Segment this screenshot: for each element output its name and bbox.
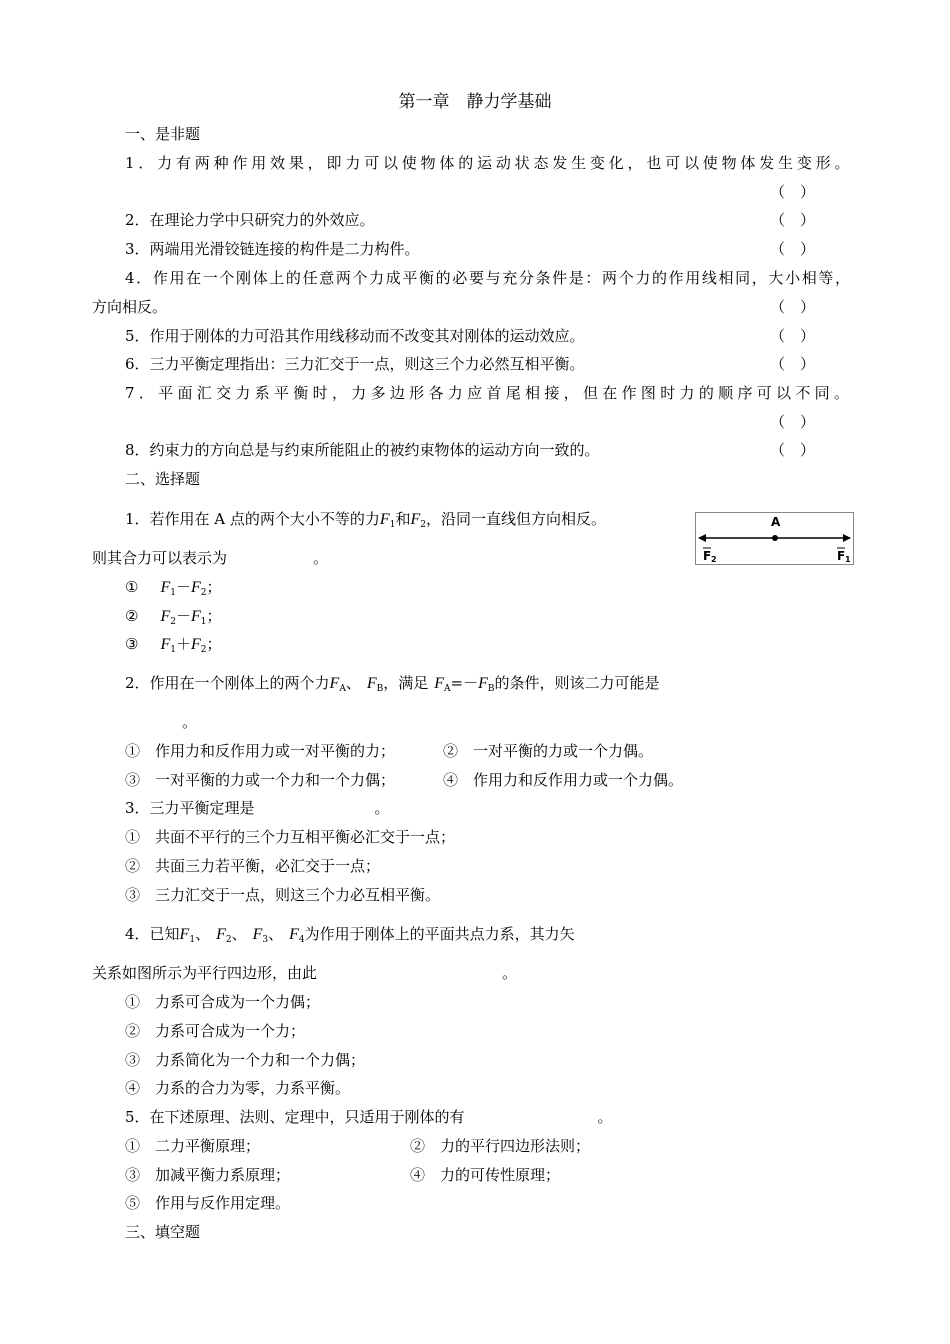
tf-item-1: 1．力有两种作用效果，即力可以使物体的运动状态发生变化，也可以使物体发生变形。	[125, 154, 850, 172]
answer-blank-6[interactable]: （ ）	[770, 355, 816, 373]
tf-item-4: 4．作用在一个刚体上的任意两个力成平衡的必要与充分条件是：两个力的作用线相同，大小相等，	[125, 269, 850, 287]
q4-option-3[interactable]: ③ 力系简化为一个力和一个力偶；	[125, 1051, 366, 1069]
subscript: 1	[389, 520, 396, 530]
arrowhead-right	[843, 534, 851, 542]
tf-item-4-continued: 方向相反。	[92, 298, 168, 316]
q1-option-1[interactable]	[125, 577, 222, 603]
force-symbol: F	[434, 675, 445, 692]
force-symbol: F	[252, 926, 263, 943]
subscript: 1	[170, 645, 176, 655]
answer-blank-7[interactable]: （ ）	[770, 413, 816, 431]
force-symbol: F	[190, 636, 201, 653]
section-heading-fill-in: 三、填空题	[125, 1223, 201, 1241]
mc-question-4-line2	[92, 963, 517, 983]
operator: －	[175, 607, 191, 625]
label-a: A	[771, 515, 781, 529]
label-f1: F	[837, 549, 846, 563]
q5-option-1[interactable]: ① 二力平衡原理；	[125, 1137, 261, 1155]
point-a	[772, 535, 778, 541]
subscript: A	[339, 684, 346, 694]
q5-end: 。	[597, 1108, 613, 1126]
force-symbol: F	[216, 926, 226, 943]
answer-blank-4[interactable]: （ ）	[770, 298, 816, 316]
q2-stem-mid: ，满足	[383, 674, 429, 692]
subscript: 4	[298, 935, 305, 945]
q1-line2-text: 则其合力可以表示为	[92, 549, 228, 567]
mc-question-5	[125, 1107, 613, 1127]
punct: ；	[206, 635, 222, 653]
punct: 、	[345, 674, 361, 692]
section-heading-true-false: 一、是非题	[125, 125, 201, 143]
tf-item-5: 5．作用于刚体的力可沿其作用线移动而不改变其对刚体的运动效应。	[125, 327, 585, 345]
q4-option-2[interactable]: ② 力系可合成为一个力；	[125, 1022, 306, 1040]
punct: 、	[268, 925, 284, 943]
q5-option-3[interactable]: ③ 加减平衡力系原理；	[125, 1166, 291, 1184]
subscript: 1	[200, 617, 207, 627]
punct: 、	[195, 925, 211, 943]
option-number: ①	[125, 578, 139, 596]
mc-question-4	[125, 924, 575, 950]
operator: －	[175, 578, 191, 596]
q1-stem-post: ，沿同一直线但方向相反。	[425, 510, 606, 528]
subscript: 2	[200, 588, 207, 598]
mc-question-2	[125, 673, 660, 699]
mc-question-1-line2	[92, 548, 328, 568]
force-symbol: F	[160, 608, 171, 625]
mc-question-3	[125, 798, 390, 818]
force-symbol: F	[379, 511, 390, 528]
q5-stem: 5．在下述原理、法则、定理中，只适用于刚体的有	[125, 1108, 465, 1126]
tf-item-3: 3．两端用光滑铰链连接的构件是二力构件。	[125, 240, 420, 258]
q1-stem-pre: 1．若作用在 A 点的两个大小不等的力	[125, 510, 380, 528]
tf-item-8: 8．约束力的方向总是与约束所能阻止的被约束物体的运动方向一致的。	[125, 441, 600, 459]
punct: 、	[231, 925, 247, 943]
force-symbol: F	[160, 636, 171, 653]
tf-item-6: 6．三力平衡定理指出：三力汇交于一点，则这三个力必然互相平衡。	[125, 355, 585, 373]
label-f1-sub: 1	[845, 555, 851, 564]
q5-option-5[interactable]: ⑤ 作用与反作用定理。	[125, 1194, 291, 1212]
arrowhead-left	[698, 534, 706, 542]
q4-stem-pre: 4．已知	[125, 925, 180, 943]
subscript: 2	[420, 520, 426, 530]
q1-end: 。	[313, 549, 329, 567]
chapter-title: 第一章 静力学基础	[398, 92, 552, 112]
q1-and: 和	[395, 510, 411, 528]
q3-end: 。	[374, 799, 390, 817]
q1-option-2[interactable]	[125, 606, 222, 632]
tf-item-7: 7．平面汇交力系平衡时，力多边形各力应首尾相接，但在作图时力的顺序可以不同。	[125, 384, 850, 402]
operator: ＋	[175, 635, 191, 653]
force-symbol: F	[289, 926, 299, 943]
collinear-forces-figure	[696, 513, 853, 564]
subscript: A	[444, 684, 451, 694]
q4-option-1[interactable]: ① 力系可合成为一个力偶；	[125, 993, 321, 1011]
q5-option-2[interactable]: ② 力的平行四边形法则；	[410, 1137, 591, 1155]
subscript: 1	[170, 588, 176, 598]
q2-option-3[interactable]: ③ 一对平衡的力或一个力和一个力偶；	[125, 771, 396, 789]
q3-option-3[interactable]: ③ 三力汇交于一点，则这三个力必互相平衡。	[125, 886, 441, 904]
force-symbol: F	[366, 675, 377, 692]
subscript: 2	[170, 617, 176, 627]
force-symbol: F	[179, 926, 190, 943]
subscript: B	[487, 684, 495, 694]
q3-option-2[interactable]: ② 共面三力若平衡，必汇交于一点；	[125, 857, 381, 875]
answer-blank-2[interactable]: （ ）	[770, 211, 816, 229]
q2-end: 。	[182, 713, 198, 731]
force-symbol: F	[478, 675, 488, 692]
option-number: ②	[125, 607, 139, 625]
q4-line2-text: 关系如图所示为平行四边形，由此	[92, 964, 318, 982]
punct: ；	[206, 578, 222, 596]
tf-item-2: 2．在理论力学中只研究力的外效应。	[125, 211, 375, 229]
mc-question-1	[125, 509, 606, 535]
section-heading-multiple-choice: 二、选择题	[125, 470, 201, 488]
punct: ；	[206, 607, 222, 625]
q2-option-1[interactable]: ① 作用力和反作用力或一对平衡的力；	[125, 742, 396, 760]
answer-blank-8[interactable]: （ ）	[770, 441, 816, 459]
subscript: 1	[189, 935, 196, 945]
answer-blank-3[interactable]: （ ）	[770, 240, 816, 258]
operator: =－	[450, 674, 479, 692]
subscript: 3	[262, 935, 269, 945]
answer-blank-5[interactable]: （ ）	[770, 327, 816, 345]
q3-stem: 3．三力平衡定理是	[125, 799, 255, 817]
q3-option-1[interactable]: ① 共面不平行的三个力互相平衡必汇交于一点；	[125, 828, 456, 846]
q2-stem-pre: 2．作用在一个刚体上的两个力	[125, 674, 330, 692]
subscript: 2	[225, 935, 232, 945]
q2-stem-post: 的条件，则该二力可能是	[494, 674, 660, 692]
q4-option-4[interactable]: ④ 力系的合力为零，力系平衡。	[125, 1079, 351, 1097]
force-symbol: F	[190, 579, 201, 596]
subscript: B	[376, 684, 384, 694]
q5-option-4[interactable]: ④ 力的可传性原理；	[410, 1166, 561, 1184]
q1-force-diagram	[695, 512, 854, 565]
option-number: ③	[125, 635, 139, 653]
q2-option-4[interactable]: ④ 作用力和反作用力或一个力偶。	[443, 771, 684, 789]
force-symbol: F	[410, 511, 421, 528]
q4-stem-post: 为作用于刚体上的平面共点力系，其力矢	[304, 925, 575, 943]
label-f2-sub: 2	[711, 555, 717, 564]
q1-option-3[interactable]	[125, 634, 222, 660]
force-symbol: F	[190, 608, 201, 625]
force-symbol: F	[329, 675, 340, 692]
answer-blank-1[interactable]: （ ）	[770, 183, 816, 201]
q2-option-2[interactable]: ② 一对平衡的力或一个力偶。	[443, 742, 654, 760]
subscript: 2	[200, 645, 207, 655]
q4-end: 。	[502, 964, 518, 982]
force-symbol: F	[160, 579, 171, 596]
label-f2: F	[703, 549, 712, 563]
